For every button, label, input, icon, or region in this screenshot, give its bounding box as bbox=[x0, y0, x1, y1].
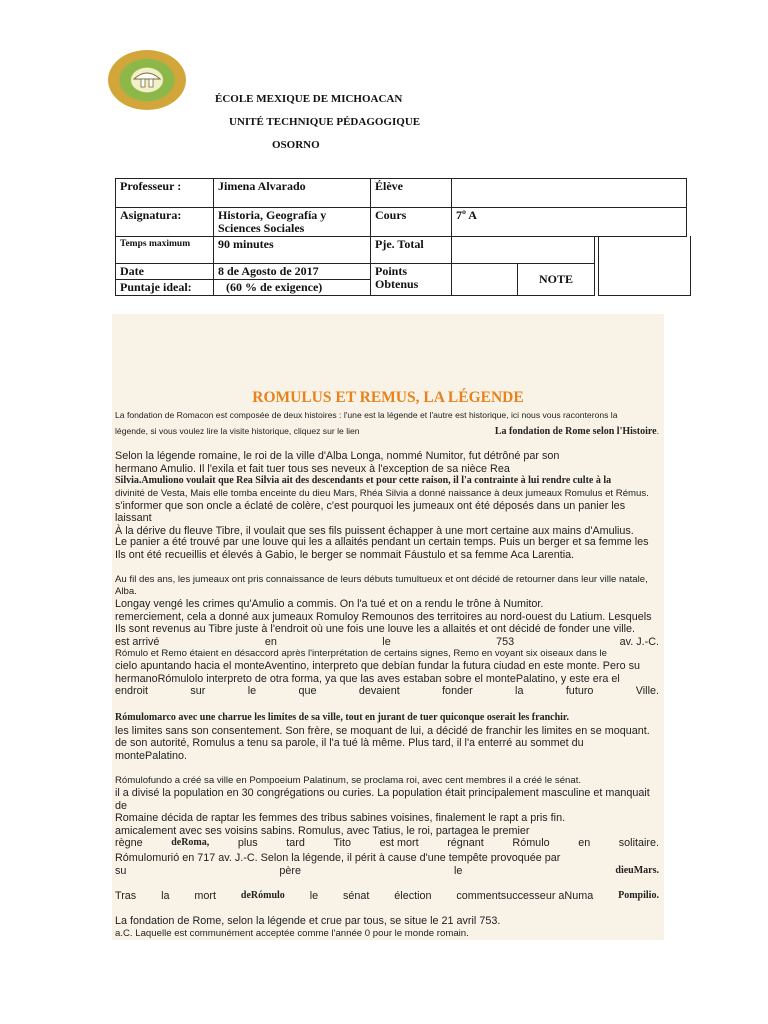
temps-label: Temps maximum bbox=[116, 237, 214, 264]
p4-line-3: hermanoRómulolo interpreto de otra forma, ya que las aves estaban sobre el montePalatino, y este era el bbox=[115, 672, 620, 685]
p1-line-5: s'informer que son oncle a éclaté de colère, c'est pourquoi les jumeaux ont été déposés dans un panier les laissant bbox=[115, 499, 626, 525]
p3-word: av. J.-C. bbox=[619, 635, 659, 648]
school-logo bbox=[108, 50, 186, 110]
p2-line-2: Ils ont été recueillis et élevés à Gabio, le berger se nommait Fáustulo et sa femme Aca Larentia. bbox=[115, 548, 575, 561]
p7-word: le bbox=[454, 864, 463, 877]
p7-line-1: Rómulomurió en 717 av. J.-C. Selon la légende, il périt à cause d'une tempête provoquée par bbox=[115, 852, 561, 864]
p4-word: futuro bbox=[565, 685, 594, 698]
p6-word: deRoma, bbox=[171, 837, 210, 849]
temps-value: 90 minutes bbox=[214, 237, 371, 264]
p8-word: élection bbox=[394, 890, 432, 902]
history-link[interactable]: La fondation de Rome selon l'Histoire bbox=[494, 426, 657, 437]
p8-word: mort bbox=[194, 890, 216, 902]
p1-line-2: hermano Amulio. Il l'exila et fait tuer tous ses neveux à l'exception de sa nièce Rea bbox=[115, 462, 510, 475]
points-obtenus-label: Points Obtenus bbox=[371, 264, 452, 296]
points-obtenus-field[interactable] bbox=[452, 264, 518, 296]
p8-word: Pompilio. bbox=[618, 890, 659, 901]
p5-line-4: montePalatino. bbox=[115, 749, 188, 762]
p6-line-1: Rómulofundo a créé sa ville en Pompoeium Palatinum, se proclama roi, avec cent membres il a créé le sénat. bbox=[115, 775, 582, 786]
paragraph-5 bbox=[115, 712, 659, 762]
p8-line-1 bbox=[115, 890, 659, 903]
p6-line-3: Romaine décida de raptar les femmes des tribus sabines voisines, finalement le rapt a pris fin. bbox=[115, 812, 566, 825]
p4-word: la bbox=[515, 685, 524, 698]
p8-word: Tras bbox=[115, 890, 137, 902]
paragraph-8 bbox=[115, 890, 659, 903]
p8-word: la bbox=[161, 890, 170, 902]
p9-line-1: La fondation de Rome, selon la légende et crue par tous, se situe le 21 avril 753. bbox=[115, 915, 501, 927]
article-panel bbox=[112, 314, 664, 940]
paragraph-4 bbox=[115, 648, 659, 698]
p4-line-1: Rómulo et Remo étaient en désaccord après l'interprétation de certains signes, Remo en voyant six oiseaux dans le bbox=[115, 648, 607, 659]
p7-word: dieuMars. bbox=[615, 864, 659, 876]
puntaje-value: (60 % de exigence) bbox=[214, 280, 371, 296]
p4-word: que bbox=[298, 685, 317, 698]
school-name: ÉCOLE MEXIQUE DE MICHOACAN bbox=[215, 93, 403, 105]
p1-line-6: À la dérive du fleuve Tibre, il voulait que ses fils puissent échapper à une mort certaine aux mains d'Amulius. bbox=[115, 524, 634, 537]
p8-word: sénat bbox=[342, 890, 370, 902]
p3-word: est arrivé bbox=[115, 635, 160, 648]
p6-line-5 bbox=[115, 837, 659, 850]
p4-line-2: cielo apuntando hacia el monteAventino, interpreto que debían fundar la futura ciudad en este monte. Pero su bbox=[115, 660, 641, 672]
paragraph-2 bbox=[115, 536, 659, 561]
note-label: NOTE bbox=[518, 264, 595, 296]
asignatura-label: Asignatura: bbox=[116, 208, 214, 237]
intro-line-2-text: légende, si vous voulez lire la visite historique, cliquez sur le lien bbox=[115, 426, 360, 436]
paragraph-9 bbox=[115, 915, 659, 940]
p1-line-1: Selon la légende romaine, le roi de la ville d'Alba Longa, nommé Numitor, fut détrôné par son bbox=[115, 450, 560, 462]
p5-line-2: les limites sans son consentement. Son frère, se moquant de lui, a décidé de franchir les limites en se moquant. bbox=[115, 724, 650, 737]
p6-word: solitaire. bbox=[618, 837, 659, 850]
p6-line-2: il a divisé la population en 30 congrégations ou curies. La population était principalement masculine et manquait de bbox=[115, 787, 650, 812]
p6-word: en bbox=[578, 837, 591, 850]
p4-word: fonder bbox=[442, 685, 473, 698]
p4-line-4 bbox=[115, 685, 659, 698]
p6-word: Rómulo bbox=[512, 837, 550, 850]
paragraph-3 bbox=[115, 574, 659, 648]
professeur-value: Jimena Alvarado bbox=[214, 179, 371, 208]
intro-line-2 bbox=[115, 423, 659, 440]
paragraph-7 bbox=[115, 852, 659, 877]
p3-word: 753 bbox=[496, 635, 515, 648]
p8-word: deRómulo bbox=[240, 890, 285, 901]
p4-word: endroit bbox=[115, 685, 149, 698]
p6-word: est mort bbox=[379, 837, 419, 850]
paragraph-6 bbox=[115, 775, 659, 850]
p4-word: Ville. bbox=[635, 685, 659, 698]
school-logo-emblem-icon bbox=[131, 67, 163, 89]
paragraph-1 bbox=[115, 450, 659, 538]
intro-period: . bbox=[656, 426, 659, 436]
p7-line-2 bbox=[115, 865, 659, 878]
p6-word: règne bbox=[115, 837, 143, 850]
intro-paragraph bbox=[115, 407, 659, 440]
date-value: 8 de Agosto de 2017 bbox=[214, 264, 371, 280]
p4-word: sur bbox=[190, 685, 206, 698]
p1-line-4: divinité de Vesta, Mais elle tomba enceinte du dieu Mars, Rhéa Silvia a donné naissance à deux jumeaux Romulus et Rémus. bbox=[115, 487, 649, 499]
p6-word: tard bbox=[286, 837, 305, 850]
pje-total-label: Pje. Total bbox=[371, 237, 452, 264]
p6-word: plus bbox=[237, 837, 258, 850]
p3-line-4: Ils sont revenus au Tibre juste à l'endroit où une fois une louve les a allaités et ont décidé de fonder une ville. bbox=[115, 623, 636, 636]
p9-line-2: a.C. Laquelle est communément acceptée comme l'année 0 pour le monde romain. bbox=[115, 927, 469, 939]
cours-value: 7º A bbox=[452, 208, 687, 237]
school-city: OSORNO bbox=[272, 139, 320, 151]
date-label: Date bbox=[116, 264, 214, 280]
intro-line-1: La fondation de Romacon est composée de deux histoires : l'une est la légende et l'autre est historique, ici nous vous raconterons la bbox=[115, 410, 618, 420]
unit-name: UNITÉ TECHNIQUE PÉDAGOGIQUE bbox=[229, 116, 421, 128]
pje-total-field[interactable] bbox=[452, 237, 595, 264]
professeur-label: Professeur : bbox=[116, 179, 214, 208]
p3-word: en bbox=[264, 635, 277, 648]
p8-word: le bbox=[309, 890, 319, 902]
p8-word: commentsuccesseur aNuma bbox=[456, 890, 594, 902]
p5-line-3: de son autorité, Romulus a tenu sa parole, il l'a tué là même. Plus tard, il l'a enterré au sommet du bbox=[115, 737, 584, 750]
p6-line-4: amicalement avec ses voisins sabins. Romulus, avec Tatius, le roi, partagea le premier bbox=[115, 824, 530, 837]
p4-word: devaient bbox=[358, 685, 400, 698]
eleve-label: Élève bbox=[371, 179, 452, 208]
article-title: ROMULUS ET REMUS, LA LÉGENDE bbox=[252, 389, 524, 406]
p7-word: su bbox=[115, 864, 127, 877]
p3-word: le bbox=[382, 635, 391, 648]
p3-line-1: Au fil des ans, les jumeaux ont pris connaissance de leurs débuts tumultueux et ont décidé de retourner dans leur ville natale, Alba. bbox=[115, 574, 648, 597]
eleve-field[interactable] bbox=[452, 179, 687, 208]
asignatura-value: Historia, Geografía y Sciences Sociales bbox=[214, 208, 371, 237]
p6-word: régnant bbox=[447, 837, 484, 850]
puntaje-label: Puntaje ideal: bbox=[116, 280, 214, 296]
p5-line-1: Rómulomarco avec une charrue les limites de sa ville, tout en jurant de tuer quiconque oserait les franchir. bbox=[115, 712, 569, 723]
note-field[interactable] bbox=[598, 236, 691, 296]
p4-word: le bbox=[247, 685, 257, 698]
cours-label: Cours bbox=[371, 208, 452, 237]
p6-word: Tito bbox=[333, 837, 352, 850]
p3-line-5 bbox=[115, 636, 659, 649]
p3-line-2: Longay vengé les crimes qu'Amulio a commis. On l'a tué et on a rendu le trône à Numitor. bbox=[115, 598, 544, 610]
p2-line-1: Le panier a été trouvé par une louve qui les a allaités pendant un certain temps. Puis un berger et sa femme les bbox=[115, 536, 649, 548]
p7-word: père bbox=[279, 864, 302, 877]
p3-line-3: remerciement, cela a donné aux jumeaux Romuloy Remounos des territoires au nord-ouest du Latium. Lesquels bbox=[115, 610, 652, 623]
p1-line-3: Silvia.Amuliono voulait que Rea Silvia ait des descendants et pour cette raison, il l'a contrainte à lui rendre culte à la bbox=[115, 475, 612, 487]
